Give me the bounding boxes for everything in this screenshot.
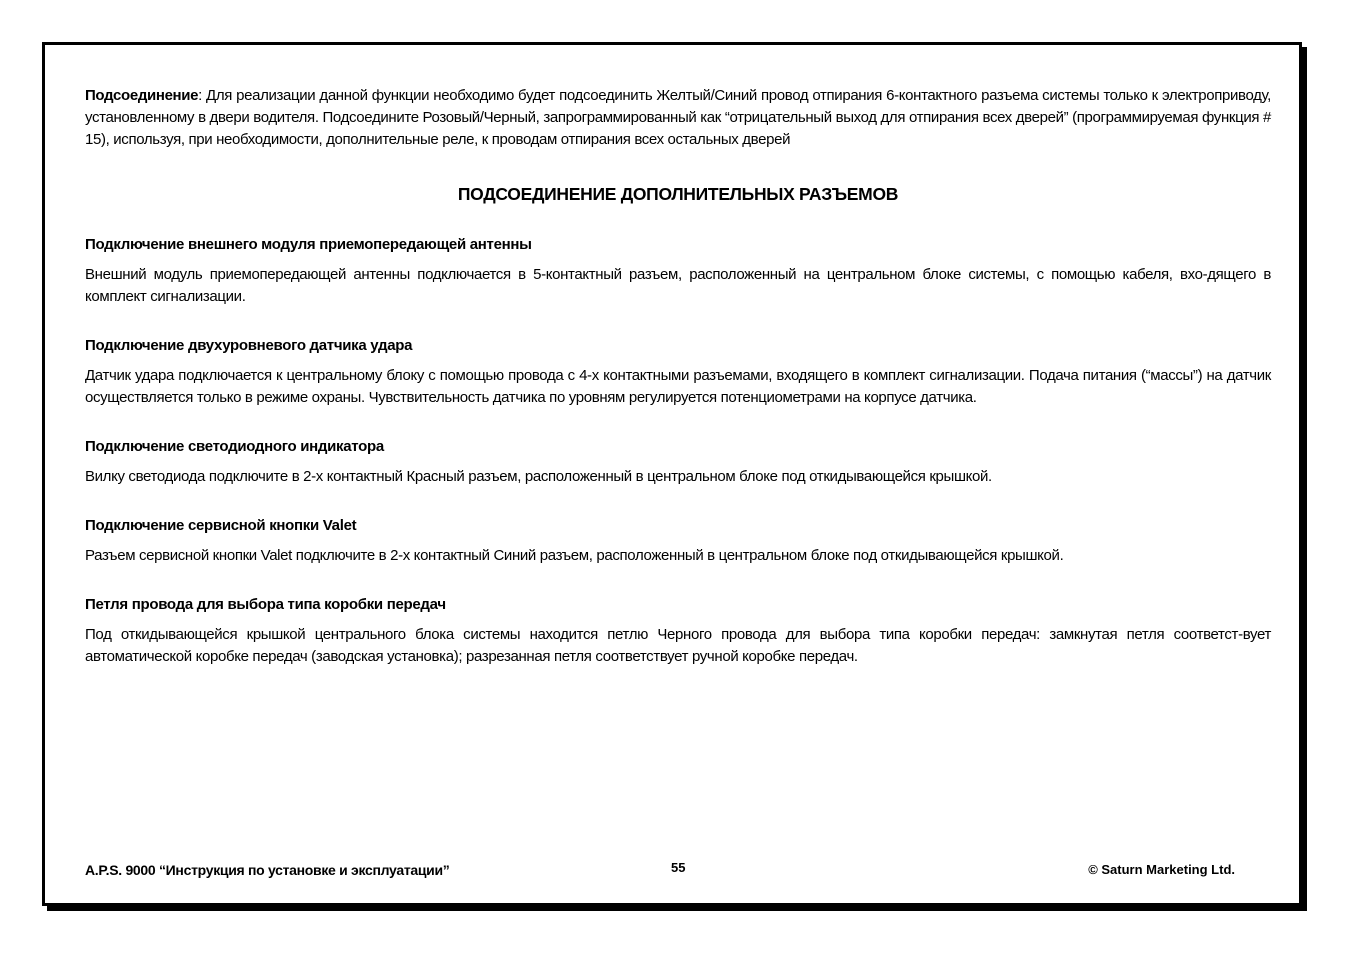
section-title: Подключение двухуровневого датчика удара [85,337,413,354]
section-title: Подключение внешнего модуля приемопередающей антенны [85,236,532,253]
section-heading: ПОДСОЕДИНЕНИЕ ДОПОЛНИТЕЛЬНЫХ РАЗЪЕМОВ [457,184,899,204]
section-title: Петля провода для выбора типа коробки передач [85,596,446,613]
section-body: Под откидывающейся крышкой центрального блока системы находится петлю Черного провода для выбора типа коробки передач: замкнутая петля соответст-вует автоматической коробке передач (заводская установка); разрезанная петля соответствует ручной коробке передач. [85,626,1271,665]
intro-paragraph [85,85,1271,151]
section-gearbox-loop [85,594,1271,668]
section-valet-button [85,515,1271,567]
intro-text: : Для реализации данной функции необходимо будет подсоединить Желтый/Синий провод отпирания 6-контактного разъема системы только к электроприводу, установленному в двери водителя. Подсоедините Розовый/Черный, запрограммированный как “отрицательный выход для отпирания всех дверей” (программируемая функция # 15), используя, при необходимости, дополнительные реле, к проводам отпирания всех остальных дверей [85,87,1271,148]
section-antenna [85,234,1271,308]
page-footer [85,862,1235,882]
section-body: Датчик удара подключается к центральному блоку с помощью провода с 4-х контактными разъемами, входящего в комплект сигнализации. Подача питания (“массы”) на датчик осуществляется только в режиме охраны. Чувствительность датчика по уровням регулируется потенциометрами на корпусе датчика. [85,367,1271,406]
footer-copyright: © Saturn Marketing Ltd. [1088,862,1235,877]
footer-document-title: A.P.S. 9000 “Инструкция по установке и эксплуатации” [85,862,450,878]
section-led-indicator [85,436,1271,488]
section-body: Вилку светодиода подключите в 2-х контактный Красный разъем, расположенный в центральном блоке под откидывающейся крышкой. [85,468,992,485]
section-title: Подключение сервисной кнопки Valet [85,517,357,534]
section-body: Внешний модуль приемопередающей антенны подключается в 5-контактный разъем, расположенный на центральном блоке системы, с помощью кабеля, вхо-дящего в комплект сигнализации. [85,266,1271,305]
section-shock-sensor [85,335,1271,409]
page-frame [42,42,1302,906]
footer-page-number: 55 [671,860,686,875]
section-title: Подключение светодиодного индикатора [85,438,384,455]
page-content [85,85,1271,668]
section-body: Разъем сервисной кнопки Valet подключите в 2-х контактный Синий разъем, расположенный в центральном блоке под откидывающейся крышкой. [85,547,1064,564]
intro-label: Подсоединение [85,87,199,104]
